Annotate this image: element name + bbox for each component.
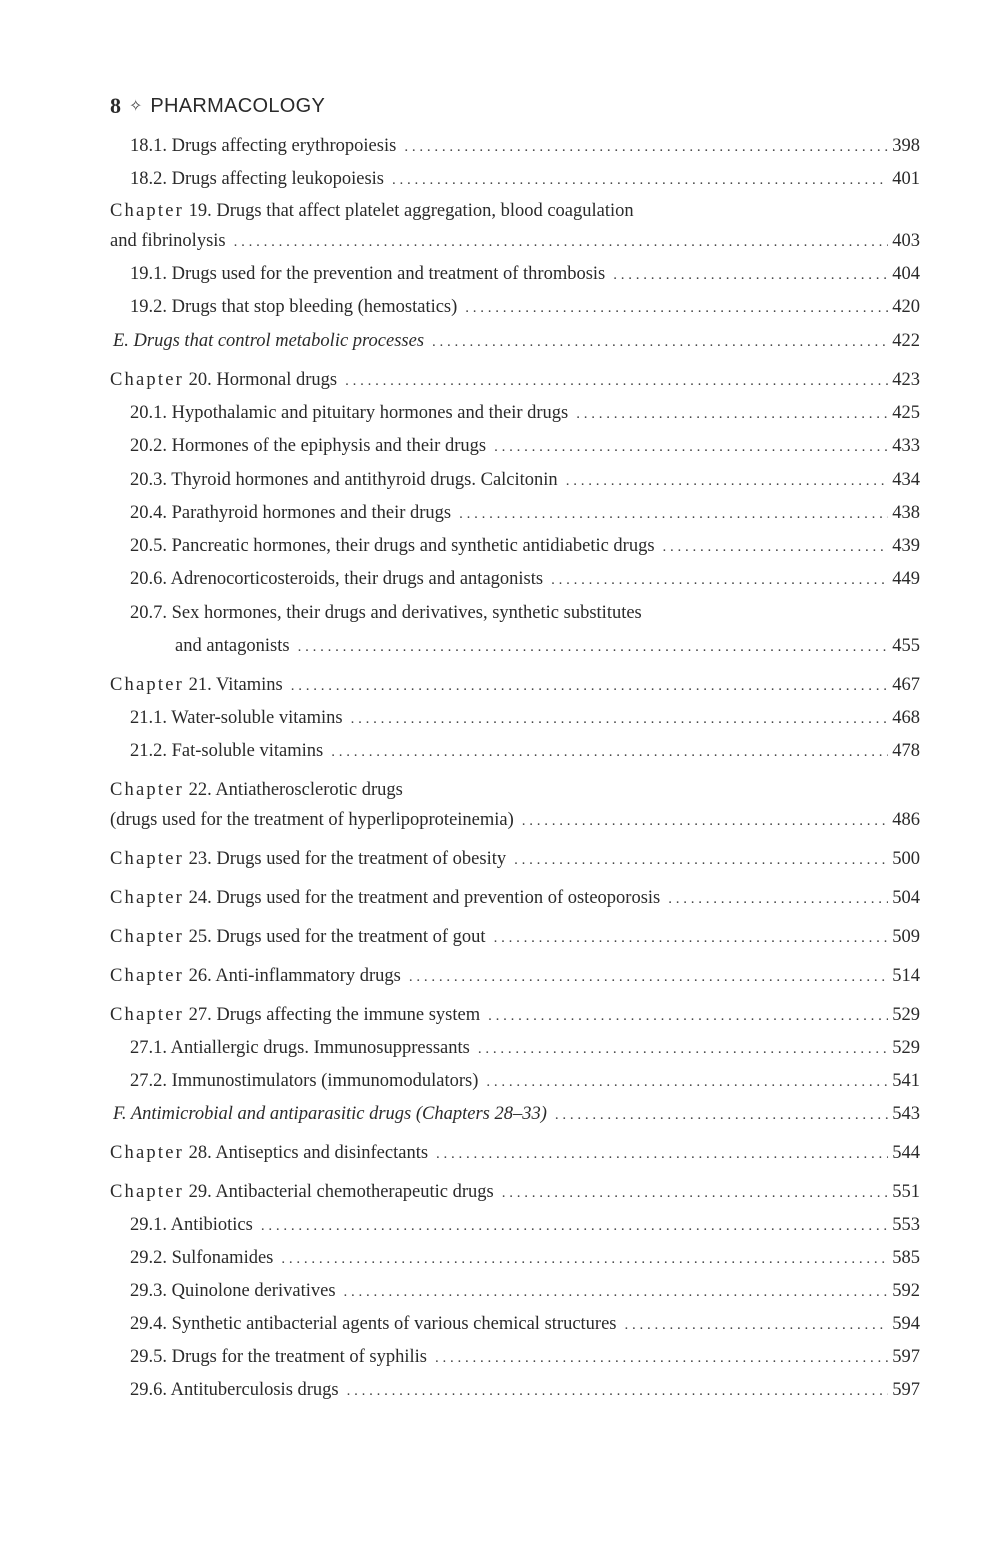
toc-chapter-28[interactable] xyxy=(110,1141,920,1166)
dot-leader xyxy=(494,926,889,950)
toc-page-number: 597 xyxy=(892,1380,920,1400)
toc-chapter-25[interactable] xyxy=(110,925,920,950)
toc-chapter-27[interactable] xyxy=(110,1003,920,1028)
toc-page-number: 509 xyxy=(892,927,920,947)
chapter-label: Chapter xyxy=(110,966,184,986)
chapter-label: Chapter xyxy=(110,927,184,947)
toc-entry-20-4[interactable] xyxy=(130,501,920,526)
toc-entry-29-1[interactable] xyxy=(130,1213,920,1238)
dot-leader xyxy=(566,469,889,493)
toc-entry-19-1[interactable] xyxy=(130,262,920,287)
toc-entry-text: 29.1. Antibiotics xyxy=(130,1215,253,1235)
toc-chapter-20[interactable] xyxy=(110,368,920,393)
toc-page-number: 467 xyxy=(892,675,920,695)
toc-page-number: 438 xyxy=(892,503,920,523)
chapter-label: Chapter xyxy=(110,675,184,695)
dot-leader xyxy=(494,435,888,459)
toc-entry-text: 18.2. Drugs affecting leukopoiesis xyxy=(130,169,384,189)
toc-entry-text: E. Drugs that control metabolic processes xyxy=(113,331,425,351)
toc-entry-29-3[interactable] xyxy=(130,1279,920,1304)
toc-entry-text xyxy=(110,1003,480,1027)
toc-entry-text: 20.4. Parathyroid hormones and their drugs xyxy=(130,503,452,523)
book-title: PHARMACOLOGY xyxy=(150,94,326,117)
toc-page-number: 504 xyxy=(892,888,920,908)
dot-leader xyxy=(347,1379,889,1403)
chapter-title: 28. Antiseptics and disinfectants xyxy=(188,1143,429,1163)
toc-entry-text xyxy=(110,1141,428,1165)
dot-leader xyxy=(435,1346,888,1370)
toc-entry-20-3[interactable] xyxy=(130,468,920,493)
toc-entry-text: and antagonists xyxy=(175,636,290,656)
toc-page-number: 425 xyxy=(892,403,920,423)
toc-page-number: 434 xyxy=(892,470,920,490)
toc-page-number: 514 xyxy=(892,966,920,986)
toc-entry-text: 20.1. Hypothalamic and pituitary hormones and their drugs xyxy=(130,403,569,423)
chapter-label: Chapter xyxy=(110,201,184,221)
toc-page-number: 544 xyxy=(892,1143,920,1163)
dot-leader xyxy=(486,1070,888,1094)
toc-entry-text: 21.1. Water-soluble vitamins xyxy=(130,708,343,728)
toc-page-number: 455 xyxy=(892,636,920,656)
chapter-label: Chapter xyxy=(110,1005,184,1025)
toc-entry-text: 18.1. Drugs affecting erythropoiesis xyxy=(130,136,397,156)
toc-page-number: 543 xyxy=(892,1104,920,1124)
dot-leader xyxy=(663,535,889,559)
chapter-title: 27. Drugs affecting the immune system xyxy=(188,1005,481,1025)
dot-leader xyxy=(436,1142,888,1166)
toc-entry-text xyxy=(110,886,660,910)
dot-leader xyxy=(668,887,888,911)
dot-leader xyxy=(465,296,888,320)
toc-entry-text xyxy=(110,673,283,697)
toc-page-number: 478 xyxy=(892,741,920,761)
toc-entry-29-4[interactable] xyxy=(130,1312,920,1337)
dot-leader xyxy=(404,135,888,159)
toc-entry-text: 19. Drugs that affect platelet aggregation, blood coagulation xyxy=(188,201,634,221)
toc-page-number: 449 xyxy=(892,569,920,589)
toc-entry-text: 19.2. Drugs that stop bleeding (hemostatics) xyxy=(130,297,458,317)
toc-chapter-24[interactable] xyxy=(110,886,920,911)
chapter-title: 29. Antibacterial chemotherapeutic drugs xyxy=(188,1182,494,1202)
dot-leader xyxy=(281,1247,888,1271)
toc-chapter-19-line2[interactable] xyxy=(110,229,920,254)
chapter-title: 26. Anti-inflammatory drugs xyxy=(188,966,401,986)
toc-chapter-23[interactable] xyxy=(110,847,920,872)
toc-entry-text: 27.1. Antiallergic drugs. Immunosuppressants xyxy=(130,1038,470,1058)
toc-chapter-19-line1[interactable] xyxy=(110,199,634,223)
toc-page-number: 500 xyxy=(892,849,920,869)
dot-leader xyxy=(514,848,888,872)
dot-leader xyxy=(478,1037,888,1061)
toc-page-number: 439 xyxy=(892,536,920,556)
dot-leader xyxy=(576,402,888,426)
dot-leader xyxy=(625,1313,889,1337)
toc-page-number: 420 xyxy=(892,297,920,317)
page-number: 8 xyxy=(110,93,121,118)
diamond-ornament-icon: ✧ xyxy=(129,98,143,115)
dot-leader xyxy=(331,740,888,764)
dot-leader xyxy=(502,1181,889,1205)
toc-page-number: 486 xyxy=(892,810,920,830)
toc-page-number: 594 xyxy=(892,1314,920,1334)
dot-leader xyxy=(432,330,888,354)
toc-page-number: 541 xyxy=(892,1071,920,1091)
chapter-title: 21. Vitamins xyxy=(188,675,283,695)
toc-page-number: 553 xyxy=(892,1215,920,1235)
toc-entry-text xyxy=(110,368,337,392)
toc-entry-text: 29.4. Synthetic antibacterial agents of various chemical structures xyxy=(130,1314,617,1334)
chapter-title: 25. Drugs used for the treatment of gout xyxy=(188,927,486,947)
chapter-label: Chapter xyxy=(110,849,184,869)
toc-entry-text: 20.5. Pancreatic hormones, their drugs and synthetic antidiabetic drugs xyxy=(130,536,655,556)
toc-chapter-22-line2[interactable] xyxy=(110,808,920,833)
toc-page-number: 423 xyxy=(892,370,920,390)
toc-entry-21-1[interactable] xyxy=(130,706,920,731)
toc-entry-text: 20.2. Hormones of the epiphysis and their drugs xyxy=(130,436,487,456)
dot-leader xyxy=(459,502,888,526)
toc-page-number: 592 xyxy=(892,1281,920,1301)
toc-entry-27-1[interactable] xyxy=(130,1036,920,1061)
toc-entry-20-7-line2[interactable] xyxy=(175,634,920,659)
dot-leader xyxy=(345,369,888,393)
dot-leader xyxy=(409,965,888,989)
toc-entry-text: 27.2. Immunostimulators (immunomodulators) xyxy=(130,1071,479,1091)
toc-entry-text: 20.6. Adrenocorticosteroids, their drugs and antagonists xyxy=(130,569,544,589)
dot-leader xyxy=(351,707,889,731)
toc-entry-20-5[interactable] xyxy=(130,534,920,559)
toc-entry-19-2[interactable] xyxy=(130,295,920,320)
toc-chapter-22-line1[interactable] xyxy=(110,778,403,802)
toc-page-number: 404 xyxy=(892,264,920,284)
toc-entry-29-6[interactable] xyxy=(130,1378,920,1403)
toc-entry-text: 22. Antiatherosclerotic drugs xyxy=(188,780,403,800)
dot-leader xyxy=(261,1214,888,1238)
chapter-title: 20. Hormonal drugs xyxy=(188,370,338,390)
toc-entry-text: 29.6. Antituberculosis drugs xyxy=(130,1380,339,1400)
toc-entry-20-1[interactable] xyxy=(130,401,920,426)
chapter-label: Chapter xyxy=(110,370,184,390)
toc-page-number: 529 xyxy=(892,1005,920,1025)
toc-entry-20-6[interactable] xyxy=(130,567,920,592)
toc-entry-29-5[interactable] xyxy=(130,1345,920,1370)
toc-entry-text xyxy=(110,847,506,871)
chapter-label: Chapter xyxy=(110,888,184,908)
toc-entry-18-1[interactable] xyxy=(130,134,920,159)
toc-entry-21-2[interactable] xyxy=(130,739,920,764)
dot-leader xyxy=(344,1280,889,1304)
dot-leader xyxy=(522,809,888,833)
toc-entry-27-2[interactable] xyxy=(130,1069,920,1094)
toc-entry-text: 29.5. Drugs for the treatment of syphilis xyxy=(130,1347,427,1367)
toc-entry-text xyxy=(110,964,401,988)
toc-entry-text: 20.3. Thyroid hormones and antithyroid drugs. Calcitonin xyxy=(130,470,558,490)
chapter-label: Chapter xyxy=(110,780,184,800)
toc-entry-18-2[interactable] xyxy=(130,167,920,192)
toc-page-number: 597 xyxy=(892,1347,920,1367)
dot-leader xyxy=(488,1004,888,1028)
toc-section-f[interactable] xyxy=(113,1102,920,1127)
dot-leader xyxy=(291,674,889,698)
toc-entry-text xyxy=(110,1180,494,1204)
toc-page-number: 585 xyxy=(892,1248,920,1268)
dot-leader xyxy=(555,1103,888,1127)
toc-entry-text: 21.2. Fat-soluble vitamins xyxy=(130,741,324,761)
toc-entry-text: and fibrinolysis xyxy=(110,231,226,251)
toc-page-number: 529 xyxy=(892,1038,920,1058)
toc-chapter-26[interactable] xyxy=(110,964,920,989)
toc-page-number: 551 xyxy=(892,1182,920,1202)
toc-entry-text: 29.2. Sulfonamides xyxy=(130,1248,274,1268)
toc-page-number: 401 xyxy=(892,169,920,189)
toc-page-number: 468 xyxy=(892,708,920,728)
toc-entry-text: 19.1. Drugs used for the prevention and treatment of thrombosis xyxy=(130,264,606,284)
chapter-label: Chapter xyxy=(110,1143,184,1163)
toc-section-e[interactable] xyxy=(113,329,920,354)
toc-page-number: 422 xyxy=(892,331,920,351)
toc-entry-20-2[interactable] xyxy=(130,434,920,459)
dot-leader xyxy=(613,263,888,287)
dot-leader xyxy=(298,635,889,659)
chapter-title: 23. Drugs used for the treatment of obesity xyxy=(188,849,507,869)
dot-leader xyxy=(551,568,888,592)
toc-entry-text: (drugs used for the treatment of hyperlipoproteinemia) xyxy=(110,810,514,830)
toc-entry-29-2[interactable] xyxy=(130,1246,920,1271)
toc-page-number: 433 xyxy=(892,436,920,456)
chapter-title: 24. Drugs used for the treatment and prevention of osteoporosis xyxy=(188,888,661,908)
dot-leader xyxy=(234,230,889,254)
toc-page-number: 403 xyxy=(892,231,920,251)
toc-entry-20-7-line1[interactable] xyxy=(130,601,642,625)
toc-chapter-21[interactable] xyxy=(110,673,920,698)
chapter-label: Chapter xyxy=(110,1182,184,1202)
toc-chapter-29[interactable] xyxy=(110,1180,920,1205)
running-header xyxy=(110,92,325,120)
dot-leader xyxy=(392,168,888,192)
toc-entry-text: 20.7. Sex hormones, their drugs and derivatives, synthetic substitutes xyxy=(130,603,642,623)
toc-entry-text xyxy=(110,925,486,949)
toc-entry-text: F. Antimicrobial and antiparasitic drugs (Chapters 28–33) xyxy=(113,1104,547,1124)
toc-page-number: 398 xyxy=(892,136,920,156)
toc-entry-text: 29.3. Quinolone derivatives xyxy=(130,1281,336,1301)
